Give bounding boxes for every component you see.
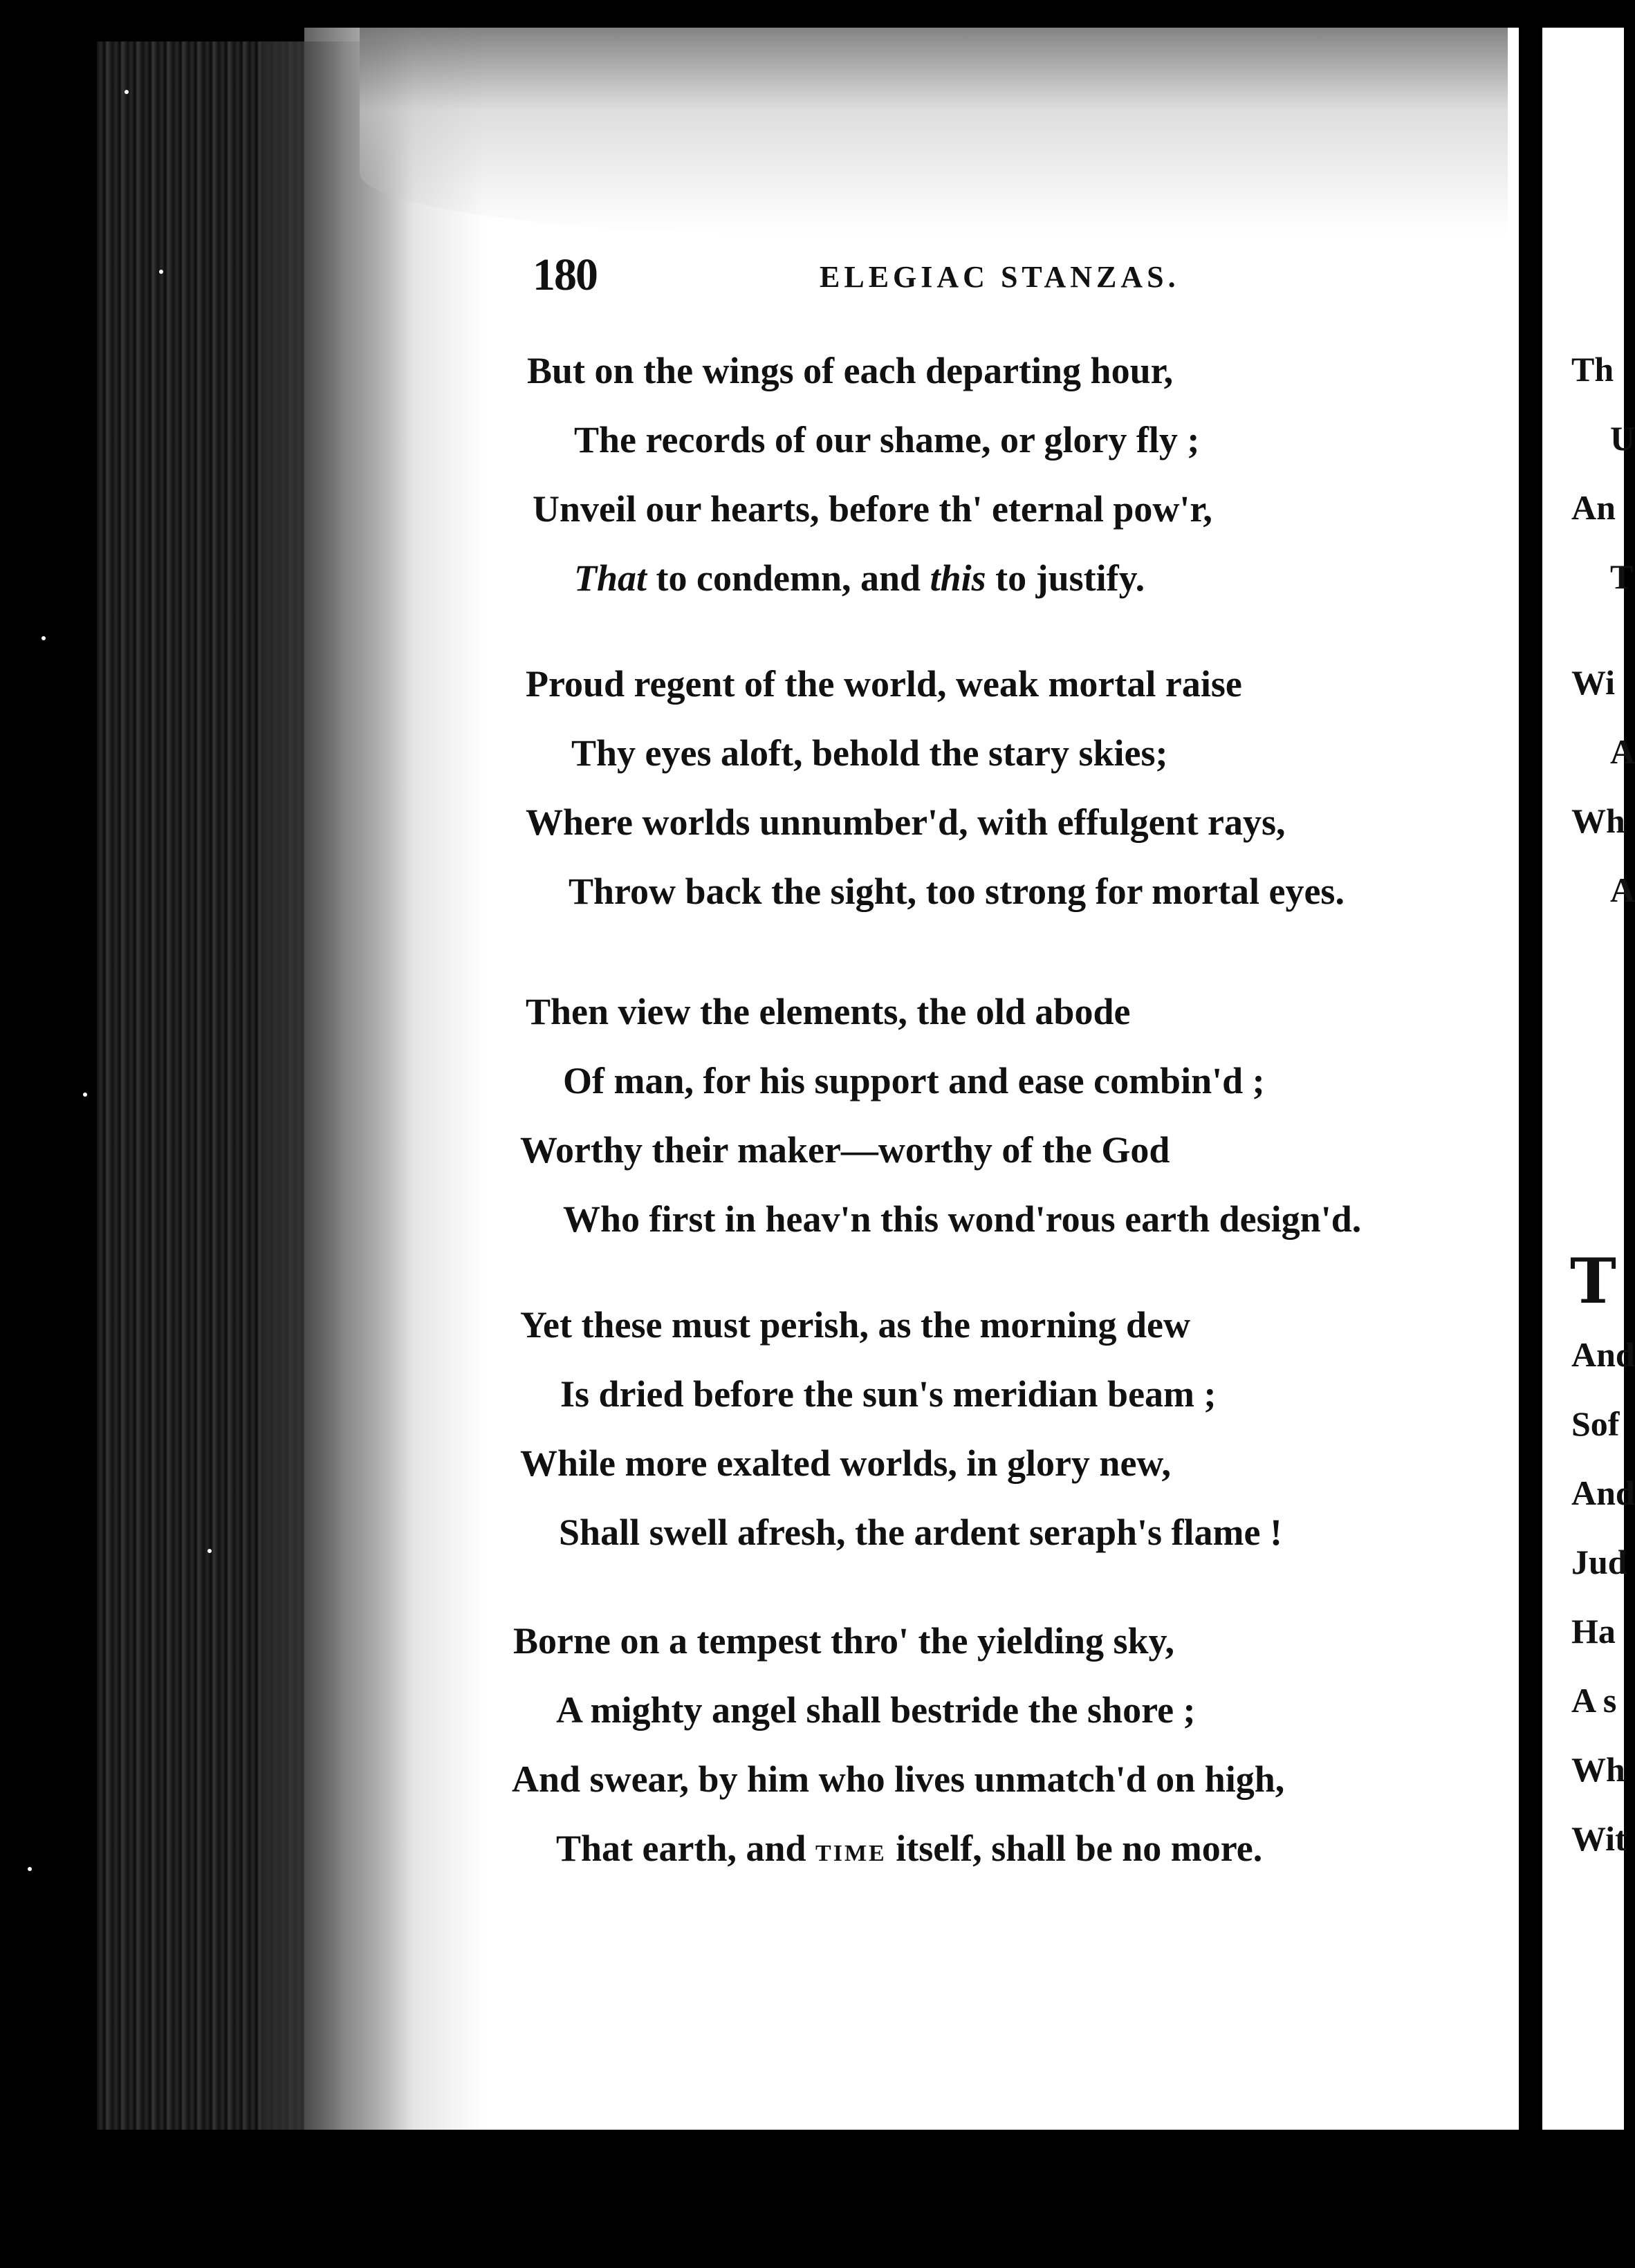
right-page-fragment: A: [1610, 732, 1635, 771]
poem-line: Then view the elements, the old abode: [526, 991, 1131, 1032]
right-page-fragment: U: [1610, 419, 1635, 458]
poem-line: That earth, and TIME itself, shall be no more.: [556, 1828, 1263, 1869]
gutter-shadow: [263, 41, 415, 2130]
italic-word: That: [574, 557, 647, 599]
poem-line: Proud regent of the world, weak mortal raise: [526, 663, 1242, 705]
poem-line: Of man, for his support and ease combin'd ;: [563, 1060, 1265, 1102]
poem-line: Borne on a tempest thro' the yielding sky,: [513, 1620, 1175, 1662]
poem-line: Is dried before the sun's meridian beam ;: [560, 1373, 1217, 1415]
scan-border: [0, 2130, 1624, 2268]
scan-speck: [41, 636, 46, 640]
poem-line: Yet these must perish, as the morning dew: [520, 1304, 1190, 1346]
scan-speck: [83, 1093, 87, 1097]
poem-line: A mighty angel shall bestride the shore ;: [556, 1689, 1196, 1731]
right-page-fragment: Th: [1571, 350, 1614, 389]
page-number: 180: [533, 250, 597, 300]
right-page: [1542, 28, 1635, 2130]
scan-speck: [207, 1549, 212, 1553]
scan-speck: [124, 90, 129, 94]
right-page-fragment: A s: [1571, 1681, 1617, 1720]
poem-line: That to condemn, and this to justify.: [574, 557, 1145, 599]
poem-line: Unveil our hearts, before th' eternal pow'r,: [533, 488, 1212, 530]
right-page-dropcap: T: [1570, 1245, 1616, 1318]
poem-line: While more exalted worlds, in glory new,: [520, 1442, 1171, 1484]
poem-line: Worthy their maker—worthy of the God: [520, 1129, 1170, 1171]
right-page-fragment: T: [1610, 557, 1634, 596]
page-stain: [360, 28, 1508, 235]
right-page-fragment: Jud: [1571, 1543, 1627, 1581]
scan-speck: [159, 270, 163, 274]
scan-speck: [28, 1867, 32, 1871]
right-page-fragment: Ha: [1571, 1612, 1616, 1651]
poem-line: Where worlds unnumber'd, with effulgent rays,: [526, 801, 1286, 843]
right-page-fragment: Sof: [1571, 1404, 1620, 1443]
poem-line: The records of our shame, or glory fly ;: [574, 419, 1200, 461]
page-divider: [1519, 21, 1542, 2137]
right-page-fragment: And: [1571, 1335, 1635, 1374]
right-page-fragment: A: [1610, 871, 1635, 909]
right-page-fragment: Wit: [1571, 1819, 1627, 1858]
small-caps-word: TIME: [815, 1841, 887, 1866]
poem-line: And swear, by him who lives unmatch'd on high,: [512, 1758, 1285, 1800]
right-page-fragment: Wh: [1571, 801, 1625, 840]
poem-line: Who first in heav'n this wond'rous earth design'd.: [563, 1198, 1362, 1240]
running-head: ELEGIAC STANZAS.: [820, 260, 1180, 294]
right-page-fragment: And: [1571, 1474, 1635, 1512]
poem-line: Shall swell afresh, the ardent seraph's flame !: [559, 1512, 1282, 1553]
right-page-fragment: Wh: [1571, 1750, 1625, 1789]
poem-line: Throw back the sight, too strong for mortal eyes.: [569, 871, 1345, 912]
poem-line: But on the wings of each departing hour,: [527, 350, 1174, 391]
right-page-fragment: Wi: [1571, 663, 1615, 702]
right-page-fragment: An: [1571, 488, 1616, 527]
italic-word: this: [930, 557, 986, 599]
poem-line: Thy eyes aloft, behold the stary skies;: [571, 732, 1168, 774]
